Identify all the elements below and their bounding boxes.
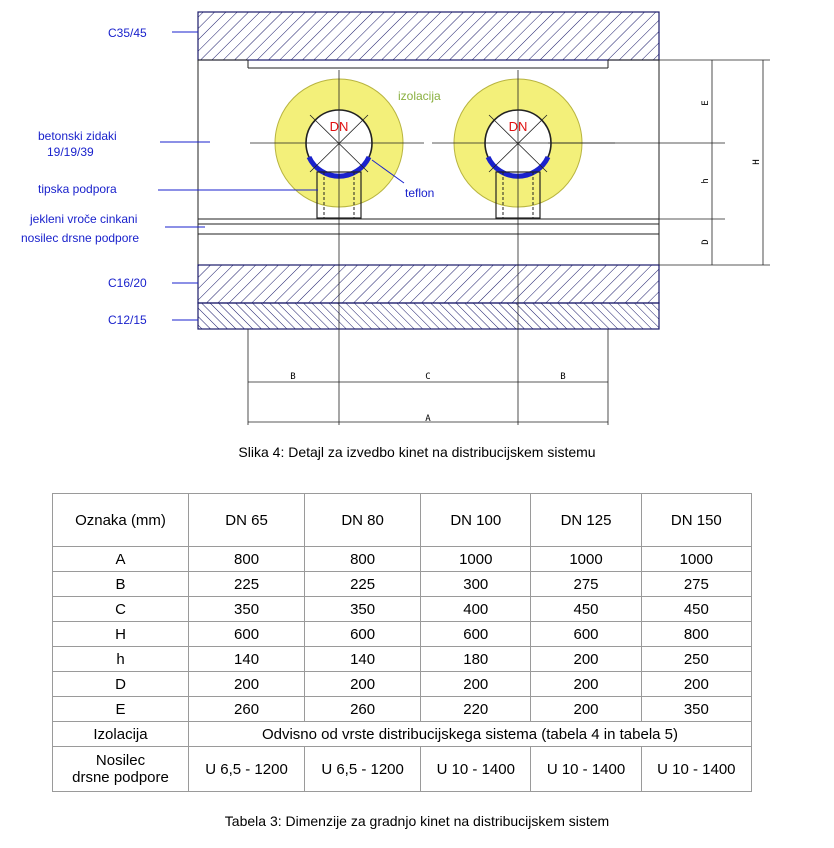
table-header-cell: Oznaka (mm) xyxy=(53,494,189,547)
table-cell: E xyxy=(53,697,189,722)
table-row xyxy=(53,547,752,572)
label-carrier-line2: nosilec drsne podpore xyxy=(21,231,140,245)
nosilec-label-line1: Nosilec xyxy=(95,752,146,769)
label-support: tipska podpora xyxy=(38,182,117,196)
dimensions-table xyxy=(52,493,752,792)
table-cell-nosilec-label xyxy=(53,747,189,792)
table-cell: 140 xyxy=(305,647,421,672)
table-header-cell: DN 125 xyxy=(531,494,641,547)
dim-b-left: B xyxy=(290,372,296,382)
table-cell: 200 xyxy=(305,672,421,697)
table-cell: 200 xyxy=(641,672,751,697)
table-row-izolacija xyxy=(53,722,752,747)
slab-c12 xyxy=(198,303,659,329)
label-c16: C16/20 xyxy=(108,276,147,290)
dim-a: A xyxy=(425,414,431,424)
table-cell: U 6,5 - 1200 xyxy=(189,747,305,792)
table-header-cell: DN 150 xyxy=(641,494,751,547)
table-cell: U 10 - 1400 xyxy=(421,747,531,792)
table-cell: 800 xyxy=(641,622,751,647)
table-cell: C xyxy=(53,597,189,622)
table-cell: 600 xyxy=(421,622,531,647)
table-cell: 260 xyxy=(189,697,305,722)
table-cell: A xyxy=(53,547,189,572)
table-cell: H xyxy=(53,622,189,647)
dim-d: D xyxy=(701,239,711,245)
table-header-row xyxy=(53,494,752,547)
table-row xyxy=(53,647,752,672)
table-header-cell: DN 65 xyxy=(189,494,305,547)
table-row xyxy=(53,697,752,722)
table-cell: 450 xyxy=(531,597,641,622)
table-cell: 200 xyxy=(189,672,305,697)
label-c12: C12/15 xyxy=(108,313,147,327)
figure-caption: Slika 4: Detajl za izvedbo kinet na distribucijskem sistemu xyxy=(238,444,596,460)
table-cell: 600 xyxy=(189,622,305,647)
label-carrier-line1: jekleni vroče cinkani xyxy=(30,212,138,226)
table-cell-izolacija-text: Odvisno od vrste distribucijskega sistema (tabela 4 in tabela 5) xyxy=(189,722,752,747)
table-cell: 225 xyxy=(189,572,305,597)
table-cell: 1000 xyxy=(421,547,531,572)
table-cell: 200 xyxy=(421,672,531,697)
table-row-nosilec xyxy=(53,747,752,792)
table-cell: 350 xyxy=(305,597,421,622)
table-cell: 800 xyxy=(305,547,421,572)
nosilec-label-line2: drsne podpore xyxy=(72,769,169,786)
table-cell: 600 xyxy=(305,622,421,647)
table-cell: 400 xyxy=(421,597,531,622)
dim-e: E xyxy=(701,100,711,106)
table-header-cell: DN 100 xyxy=(421,494,531,547)
table-cell: 200 xyxy=(531,672,641,697)
table-cell: 140 xyxy=(189,647,305,672)
table-cell: 350 xyxy=(641,697,751,722)
table-cell: 300 xyxy=(421,572,531,597)
table-cell: U 6,5 - 1200 xyxy=(305,747,421,792)
table-row xyxy=(53,672,752,697)
dim-c: C xyxy=(425,372,431,382)
table-cell: D xyxy=(53,672,189,697)
table-cell: 275 xyxy=(531,572,641,597)
table-cell: 600 xyxy=(531,622,641,647)
top-slab-c35 xyxy=(198,12,659,60)
label-wall-line2: 19/19/39 xyxy=(47,145,94,159)
table-row xyxy=(53,622,752,647)
table-cell: 275 xyxy=(641,572,751,597)
table-cell: 220 xyxy=(421,697,531,722)
table-cell: 180 xyxy=(421,647,531,672)
table-cell: B xyxy=(53,572,189,597)
table-caption: Tabela 3: Dimenzije za gradnjo kinet na distribucijskem sistem xyxy=(224,813,610,829)
label-c35: C35/45 xyxy=(108,26,147,40)
table-header-cell: DN 80 xyxy=(305,494,421,547)
table-cell: 1000 xyxy=(531,547,641,572)
table-cell: Izolacija xyxy=(53,722,189,747)
table-cell: 200 xyxy=(531,697,641,722)
table-cell: 450 xyxy=(641,597,751,622)
label-izolacija: izolacija xyxy=(398,89,441,103)
carrier-beam xyxy=(198,219,659,234)
label-wall-line1: betonski zidaki xyxy=(38,129,117,143)
table-cell: U 10 - 1400 xyxy=(641,747,751,792)
table-cell: 1000 xyxy=(641,547,751,572)
label-dn-right: DN xyxy=(508,119,528,134)
table-cell: 350 xyxy=(189,597,305,622)
table-cell: U 10 - 1400 xyxy=(531,747,641,792)
table-row xyxy=(53,572,752,597)
label-dn-left: DN xyxy=(329,119,349,134)
label-teflon: teflon xyxy=(405,186,435,200)
table-cell: 800 xyxy=(189,547,305,572)
dim-H: H xyxy=(752,159,762,165)
dim-h-small: h xyxy=(701,178,711,184)
table-cell: h xyxy=(53,647,189,672)
table-cell: 200 xyxy=(531,647,641,672)
table-cell: 260 xyxy=(305,697,421,722)
table-row xyxy=(53,597,752,622)
table-cell: 250 xyxy=(641,647,751,672)
dim-b-right: B xyxy=(560,372,566,382)
table-cell: 225 xyxy=(305,572,421,597)
slab-c16 xyxy=(198,265,659,303)
